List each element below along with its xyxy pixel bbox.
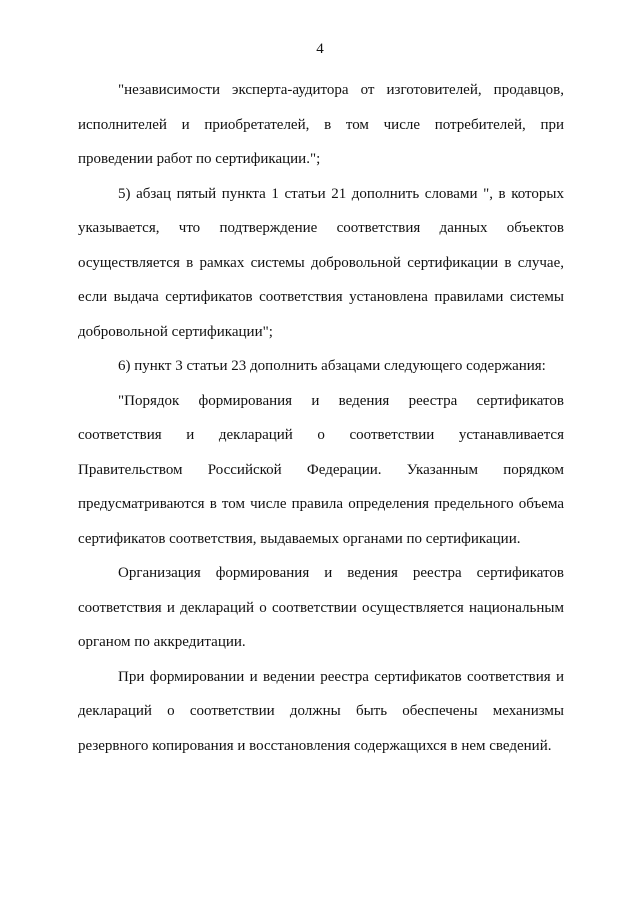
- document-body: [78, 73, 564, 763]
- page-number: 4: [316, 41, 324, 57]
- paragraph-amendment-quote-end: "независимости эксперта-аудитора от изготовителей, продавцов, исполнителей и приобретателей, в том числе потребителей, при проведении работ по сертификации.";: [78, 82, 564, 167]
- paragraph-registry-backup: При формировании и ведении реестра сертификатов соответствия и деклараций о соответствии должны быть обеспечены механизмы резервного копирования и восстановления содержащихся в нем сведений.: [78, 668, 564, 754]
- paragraph-registry-procedure: "Порядок формирования и ведения реестра сертификатов соответствия и деклараций о соответствии устанавливается Правительством Российской Федерации. Указанным порядком предусматриваются в том числе правила определения предельного объема сертификатов соответствия, выдаваемых органами по сертификации.: [78, 392, 564, 547]
- paragraph-item-6: 6) пункт 3 статьи 23 дополнить абзацами следующего содержания:: [118, 358, 546, 374]
- paragraph-item-5: 5) абзац пятый пункта 1 статьи 21 дополнить словами ", в которых указывается, что подтверждение соответствия данных объектов осуществляется в рамках системы добровольной сертификации в случае, если выдача сертификатов соответствия установлена правилами системы добровольной сертификации";: [78, 185, 564, 340]
- paragraph-registry-organization: Организация формирования и ведения реестра сертификатов соответствия и деклараций о соответствии осуществляется национальным органом по аккредитации.: [78, 565, 564, 650]
